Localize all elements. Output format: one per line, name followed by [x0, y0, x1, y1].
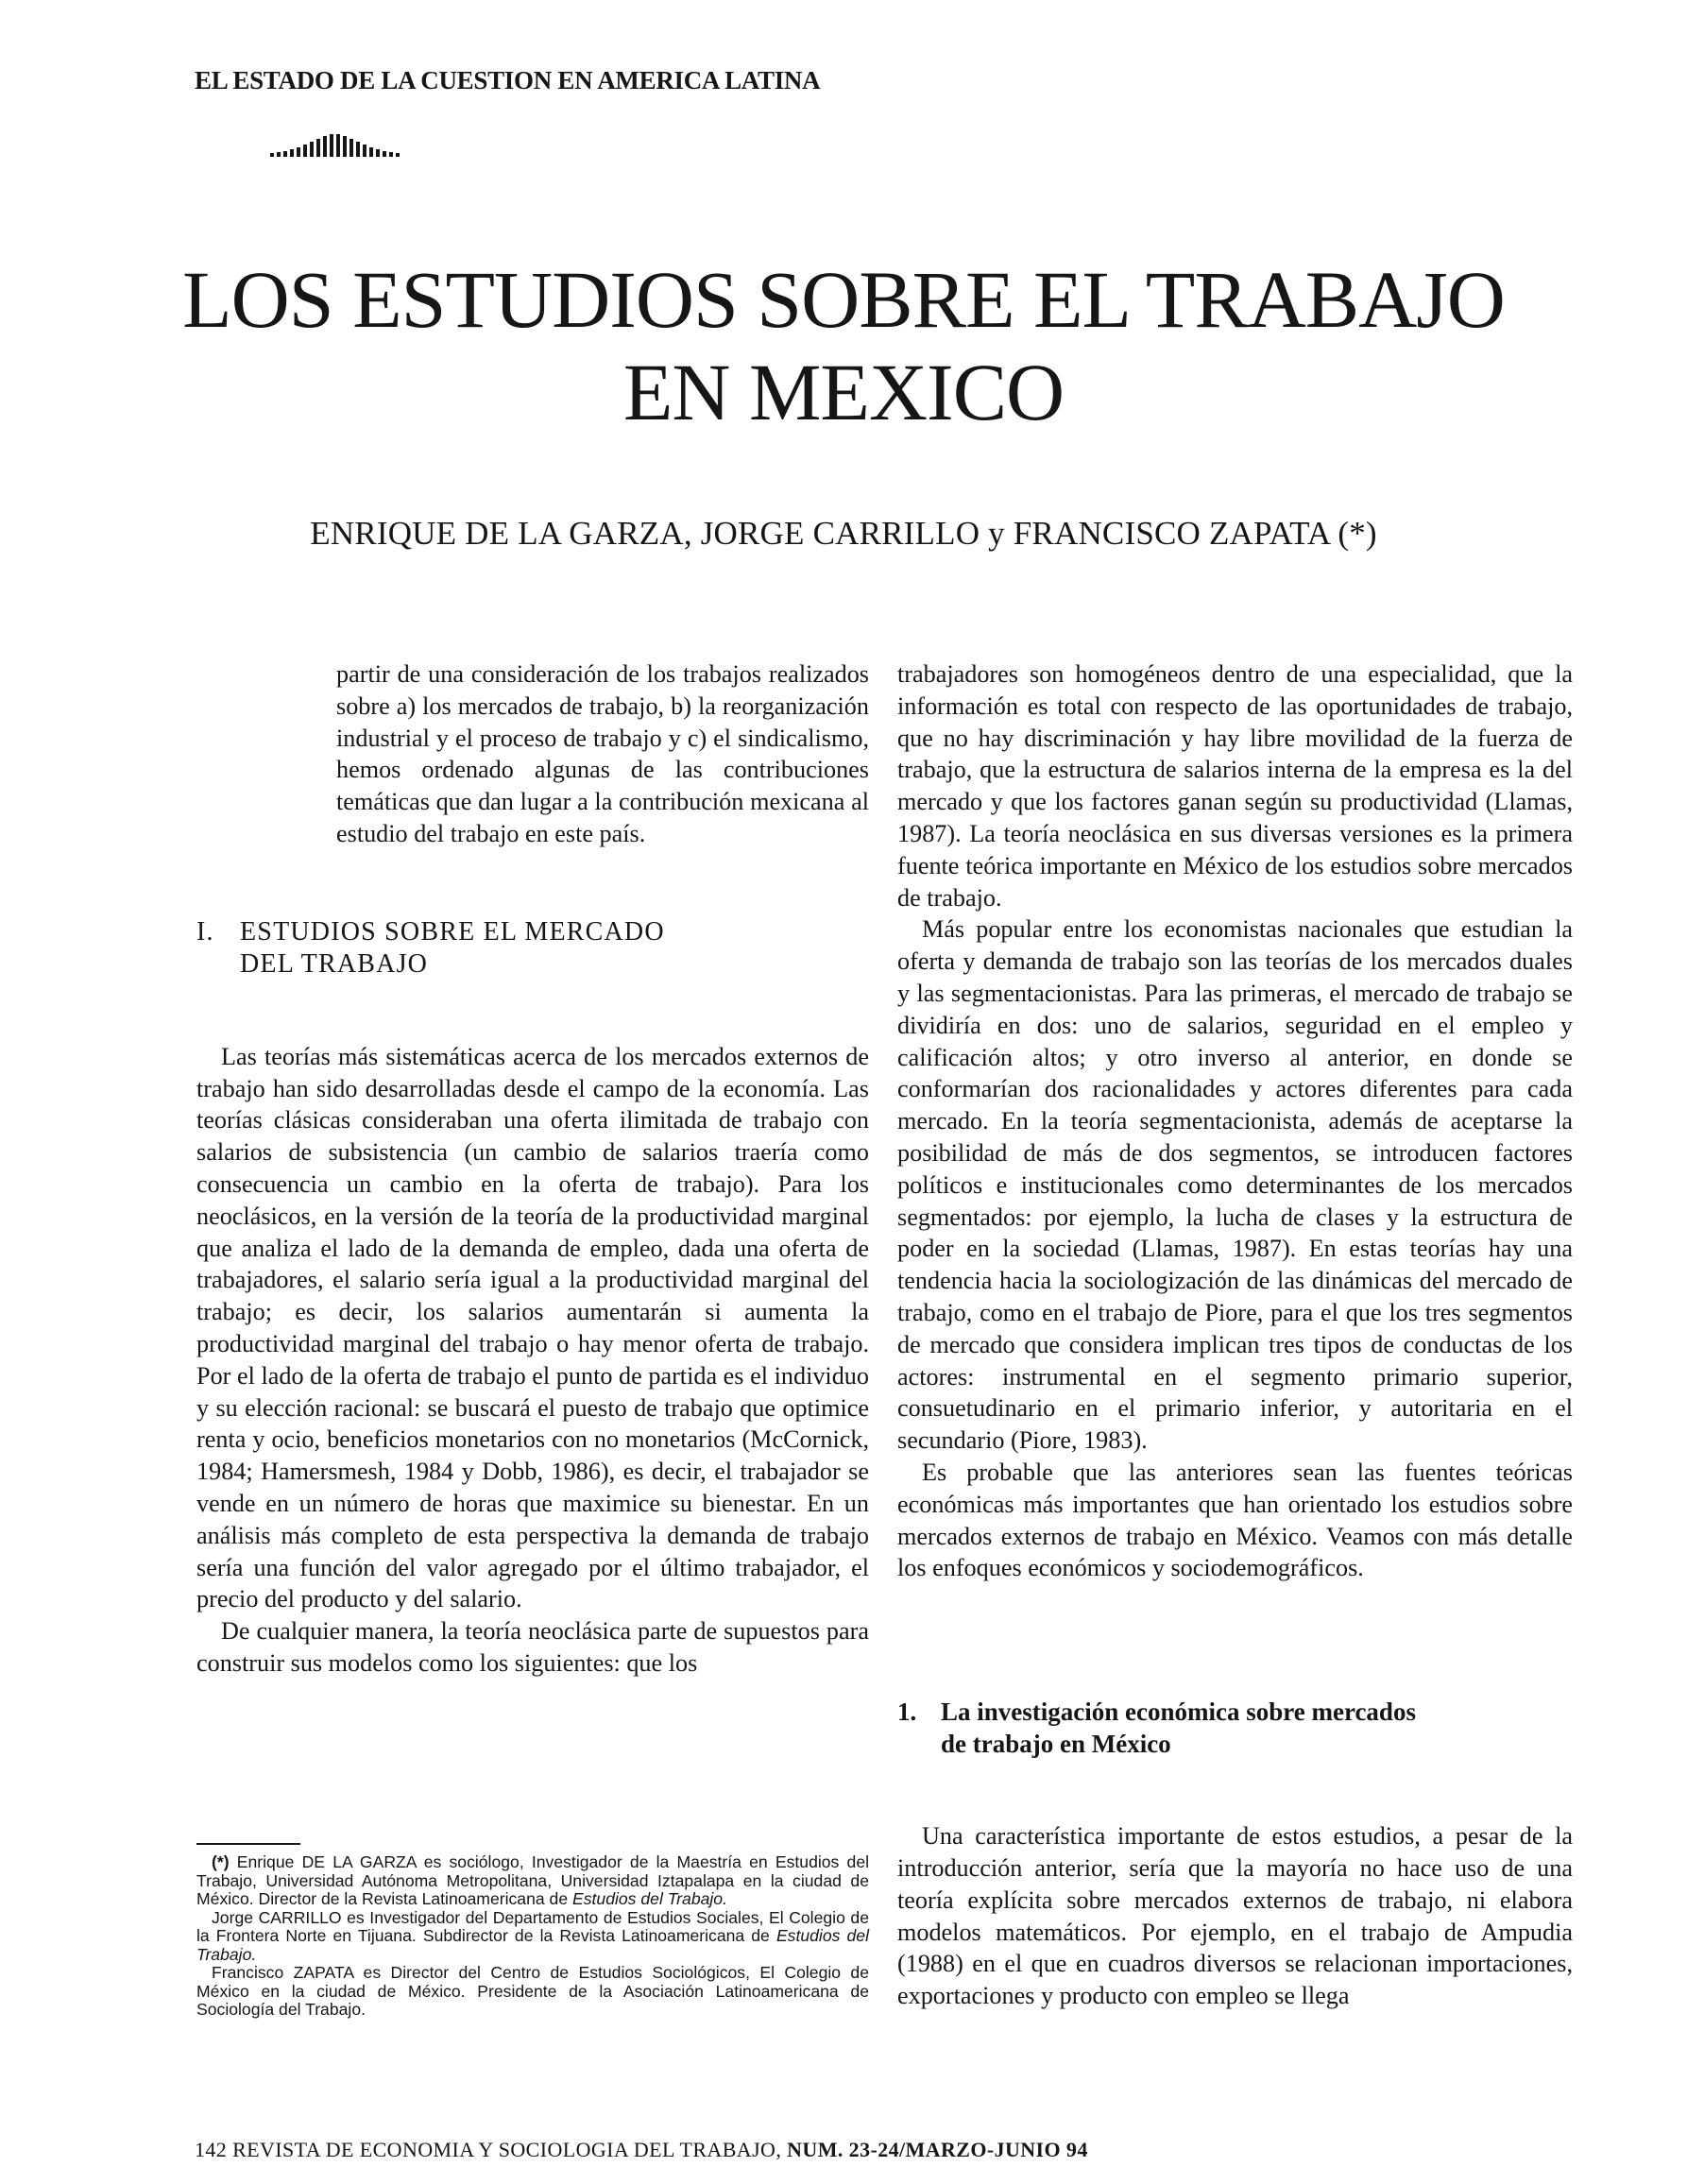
ornament-bar [369, 147, 373, 157]
intro-paragraph: partir de una consideración de los trabajos realizados sobre a) los mercados de trabajo, b) la reorganización industrial y el proceso de trabajo y c) el sindicalismo, hemos ordenado algunas de las contribuciones temáticas que dan lugar a la contribución mexicana al estudio del trabajo en este país. [336, 660, 869, 847]
body-paragraph: De cualquier manera, la teoría neoclásica parte de supuestos para construir sus modelos como los siguientes: que los [196, 1617, 869, 1677]
body-paragraph: Más popular entre los economistas nacionales que estudian la oferta y demanda de trabajo son las teorías de los mercados duales y las segmentacionistas. Para las primeras, el mercado de trabajo se dividiría en dos: uno de salarios, seguridad en el empleo y calificación altos; y otro inverso al anterior, en donde se conformarían dos racionalidades y actores diferentes para cada mercado. En la teoría segmentacionista, además de aceptarse la posibilidad de más de dos segmentos, se introducen factores políticos e institucionales como determinantes de los mercados segmentados: por ejemplo, la lucha de clases y la estructura de poder en la sociedad (Llamas, 1987). En estas teorías hay una tendencia hacia la sociologización de las dinámicas del mercado de trabajo, como en el trabajo de Piore, para el que los tres segmentos de mercado que considera implican tres tipos de conductas de los actores: instrumental en el segmento primario superior, consuetudinario en el primario inferior, y autoritaria en el secundario (Piore, 1983). [897, 915, 1573, 1455]
ornament-bar [310, 142, 314, 157]
ornament-bar [396, 153, 400, 157]
footnote-3: Francisco ZAPATA es Director del Centro de Estudios Sociológicos, El Colegio de México en la ciudad de México. Presidente de la Asociación Latinoamericana de Sociología del Trabajo. [196, 1963, 869, 2019]
section-heading-number: I. [196, 916, 214, 947]
ornament-bar [383, 151, 386, 157]
section-heading-text: ESTUDIOS SOBRE EL MERCADO DEL TRABAJO [240, 916, 665, 979]
subsection-heading-text: La investigación económica sobre mercados de trabajo en México [941, 1698, 1416, 1759]
ornament-bar [330, 134, 333, 157]
ornament-bar [323, 136, 327, 157]
title-line-1: LOS ESTUDIOS SOBRE EL TRABAJO [182, 254, 1505, 345]
ornament-bar [297, 147, 300, 157]
ornament-bar [283, 151, 287, 157]
ornament-bar [316, 139, 320, 157]
footnote-divider [196, 1843, 300, 1845]
footnote-1-text: Enrique DE LA GARZA es sociólogo, Investigador de la Maestría en Estudios del Trabajo, Universidad Autónoma Metropolitana, Universidad Iztapalapa en la ciudad de México. Director de la Revista Latinoamericana de [196, 1852, 870, 1908]
issue-info: NUM. 23-24/MARZO-JUNIO 94 [787, 2138, 1088, 2161]
ornament-bar [349, 139, 353, 157]
left-column [196, 658, 869, 1680]
authors-line: ENRIQUE DE LA GARZA, JORGE CARRILLO y FRANCISCO ZAPATA (*) [310, 515, 1377, 552]
section-heading [196, 916, 869, 981]
article-title [0, 253, 1687, 438]
footnote-2-text: Jorge CARRILLO es Investigador del Departamento de Estudios Sociales, El Colegio de la Frontera Norte en Tijuana. Subdirector de la Revista Latinoamericana de [196, 1907, 869, 1945]
page-number: 142 [195, 2138, 228, 2161]
ornament-bar [290, 149, 294, 157]
title-line-2: EN MEXICO [622, 347, 1065, 437]
ornament-bar [363, 145, 366, 157]
ornament-bar [389, 152, 393, 157]
footnote-mark: (*) [212, 1852, 230, 1871]
ornament-bar [303, 145, 307, 157]
body-paragraph: Las teorías más sistemáticas acerca de los mercados externos de trabajo han sido desarrolladas desde el campo de la economía. Las teorías clásicas consideraban una oferta ilimitada de trabajo con salarios de subsistencia (un cambio de salarios traería como consecuencia un cambio en la oferta de trabajo). Para los neoclásicos, en la versión de la teoría de la productividad marginal que analiza el lado de la demanda de empleo, dada una oferta de trabajadores, el salario sería igual a la productividad marginal del trabajo; es decir, los salarios aumentarán si aumenta la productividad marginal del trabajo o hay menor oferta de trabajo. Por el lado de la oferta de trabajo el punto de partida es el individuo y su elección racional: se buscará el puesto de trabajo que optimice renta y ocio, beneficios monetarios con no monetarios (McCornick, 1984; Hamersmesh, 1984 y Dobb, 1986), es decir, el trabajador se vende en un número de horas que maximice su bienestar. En un análisis más completo de esta perspectiva la demanda de trabajo sería una función del valor agregado por el último trabajador, el precio del producto y del salario. [196, 1042, 869, 1613]
subsection-heading-number: 1. [897, 1698, 917, 1727]
footnote-1 [196, 1853, 869, 1909]
ornament-bar [343, 136, 347, 157]
ornament-bar [356, 142, 360, 157]
drop-cap-space [196, 658, 336, 818]
subsection-heading [897, 1696, 1573, 1760]
right-column [897, 658, 1573, 2012]
ornament-bar [277, 152, 281, 157]
journal-name: REVISTA DE ECONOMIA Y SOCIOLOGIA DEL TRABAJO, [232, 2138, 782, 2161]
ornament-bar [270, 153, 274, 157]
page-footer [195, 2138, 1088, 2162]
body-paragraph: Una característica importante de estos estudios, a pesar de la introducción anterior, sería que la mayoría no hace uso de una teoría explícita sobre mercados externos de trabajo, ni elabora modelos matemáticos. Por ejemplo, en el trabajo de Ampudia (1988) en el que en cuadros diversos se relacionan importaciones, exportaciones y producto con empleo se llega [897, 1822, 1573, 2010]
section-header: EL ESTADO DE LA CUESTION EN AMERICA LATINA [195, 66, 821, 94]
footnotes [196, 1853, 869, 2020]
decorative-ornament [270, 128, 400, 157]
footnote-2 [196, 1909, 869, 1965]
body-paragraph: Es probable que las anteriores sean las fuentes teóricas económicas más importantes que han orientado los estudios sobre mercados externos de trabajo en México. Veamos con más detalle los enfoques económicos y sociodemográficos. [897, 1458, 1573, 1582]
body-paragraph: trabajadores son homogéneos dentro de una especialidad, que la información es total con respecto de las oportunidades de trabajo, que no hay discriminación y hay libre movilidad de la fuerza de trabajo, que la estructura de salarios interna de la empresa es la del mercado y que los factores ganan según su productividad (Llamas, 1987). La teoría neoclásica en sus diversas versiones es la primera fuente teórica importante en México de los estudios sobre mercados de trabajo. [897, 660, 1573, 912]
ornament-bar [376, 149, 380, 157]
ornament-bar [336, 134, 340, 157]
footnote-2-italic: Estudios del Trabajo. [196, 1926, 869, 1964]
footnote-1-italic: Estudios del Trabajo. [572, 1889, 727, 1908]
